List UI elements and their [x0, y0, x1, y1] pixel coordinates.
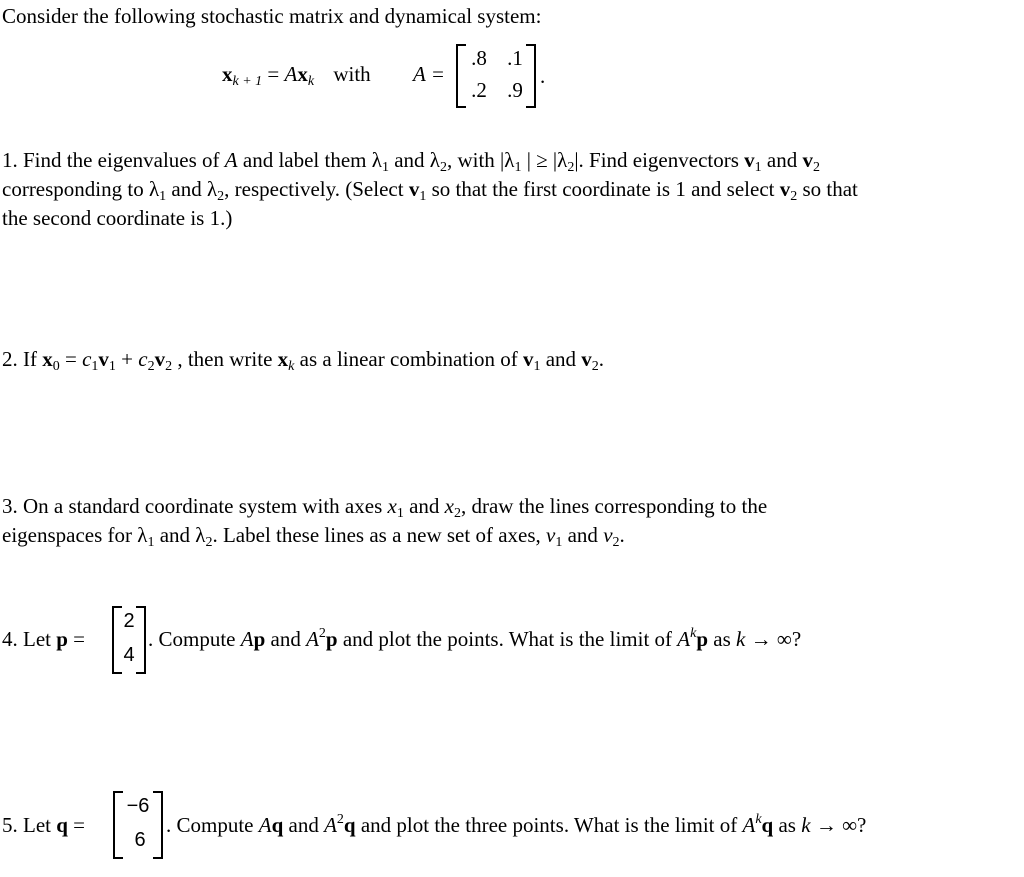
- x-vector: x: [222, 62, 233, 86]
- vector-cell: 2: [123, 610, 135, 632]
- question-3-line-2: eigenspaces for $\lambda_1$ and $\lambda_2$. Label these lines as a new set of axes, $v_1$ and $v_2$.: [2, 523, 625, 550]
- matrix-cell: .2: [471, 78, 487, 102]
- question-4-lead: 4. Let p =: [2, 627, 86, 651]
- matrix-cell: .8: [471, 46, 487, 70]
- question-1-line-2: corresponding to $\lambda_1$ and $\lambda_2$, respectively. (Select $v_1$ so that the first coordinate is 1 and select $v_2$ so that: [2, 177, 858, 204]
- vector-cell: −6: [126, 795, 150, 817]
- vector-p: [112, 606, 146, 674]
- matrix-label: A =: [413, 62, 445, 86]
- question-5-text: . Compute Aq and $A^2q$ and plot the three points. What is the limit of $A^kq$ as k → ∞?: [166, 812, 867, 837]
- question-3-line-1: 3. On a standard coordinate system with axes $x_1$ and $x_2$, draw the lines corresponding to the: [2, 494, 768, 521]
- question-1-line-1: 1. Find the eigenvalues of A and label them $\lambda_1$ and $\lambda_2$, with $|\lambda_1$ | ≥ $|\lambda_2|$. Find eigenvectors $v_1$ and $v_2$: [2, 148, 820, 175]
- question-5-lead: 5. Let q =: [2, 813, 86, 837]
- intro-text: Consider the following stochastic matrix and dynamical system:: [2, 4, 542, 28]
- matrix-A: [456, 44, 536, 108]
- vector-cell: 4: [123, 644, 135, 666]
- period: .: [540, 64, 546, 88]
- question-2: 2. If $x_0 = c_1v_1 + c_2v_2$ , then write $x_k$ as a linear combination of $v_1$ and $v_2$.: [2, 347, 605, 374]
- vector-q: [113, 791, 163, 859]
- system-equation: $x_{k + 1} = Ax_k$ with: [222, 62, 371, 89]
- question-4-text: . Compute Ap and $A^2p$ and plot the points. What is the limit of $A^kp$ as k → ∞?: [148, 626, 802, 651]
- question-1-line-3: the second coordinate is 1.): [2, 206, 233, 230]
- matrix-cell: .1: [507, 46, 523, 70]
- vector-cell: 6: [134, 829, 146, 851]
- matrix-cell: .9: [507, 78, 523, 102]
